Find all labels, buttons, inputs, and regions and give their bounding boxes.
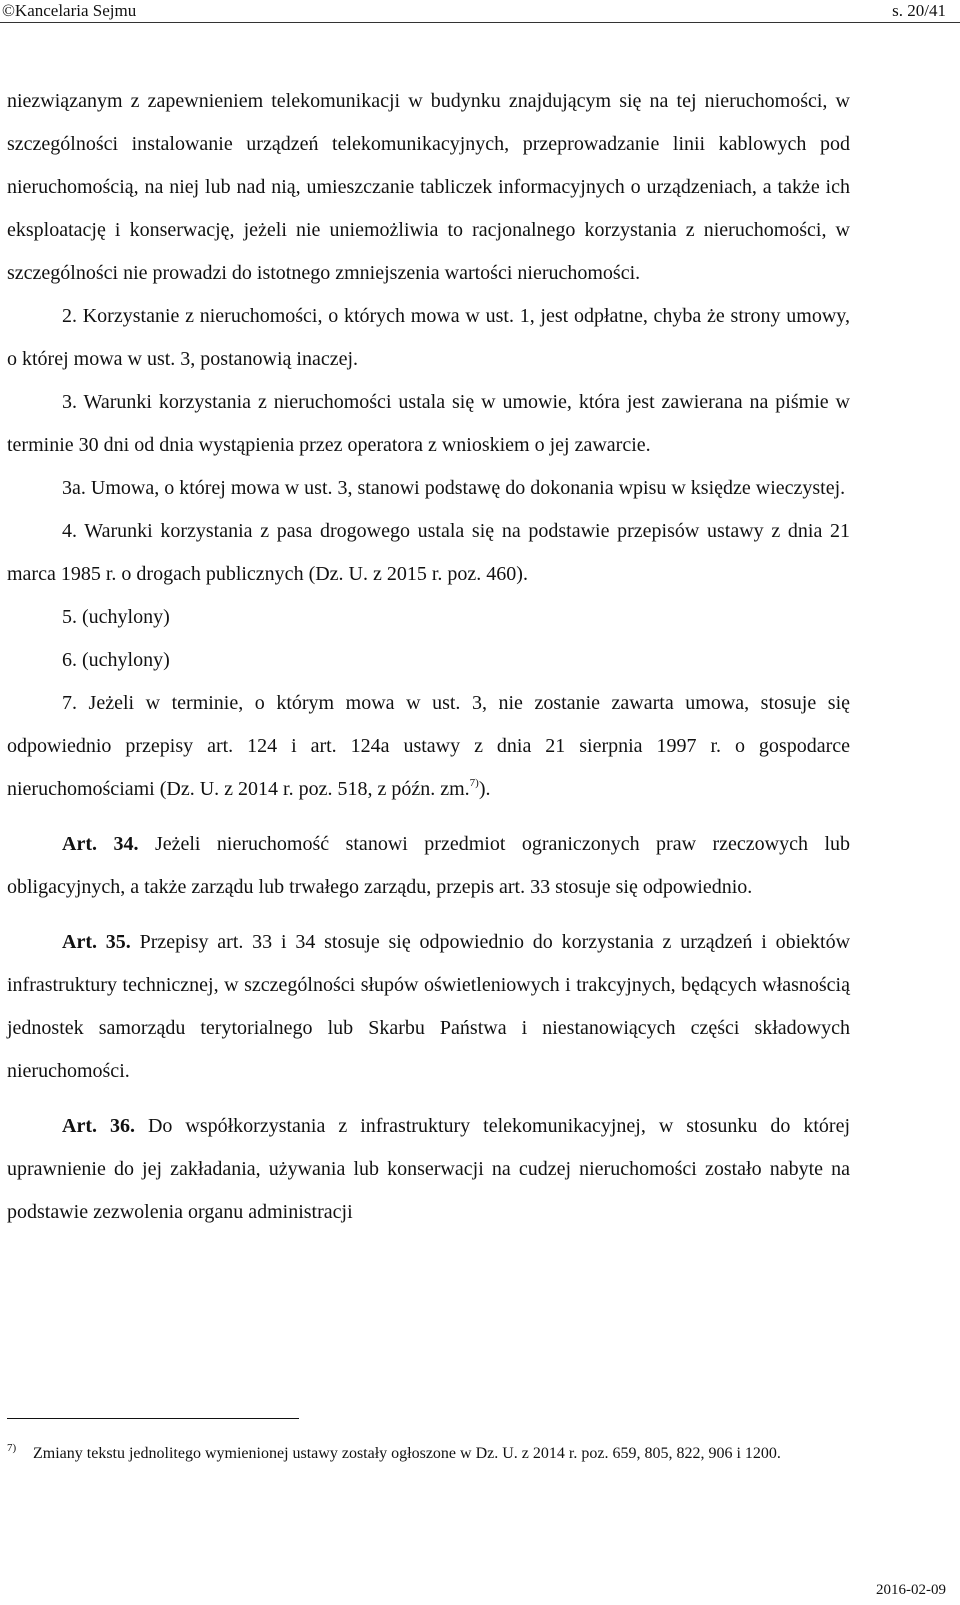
footer-date: 2016-02-09 [876,1582,946,1598]
footnote-mark: 7) [7,1442,17,1454]
paragraph-ust-2: 2. Korzystanie z nieruchomości, o których mowa w ust. 1, jest odpłatne, chyba że strony umowy, o której mowa w ust. 3, postanowią inaczej. [7,305,850,370]
ust-7-text: 7. Jeżeli w terminie, o którym mowa w ust. 3, nie zostanie zawarta umowa, stosuje się odpowiednio przepisy art. 124 i art. 124a ustawy z dnia 21 sierpnia 1997 r. o gospodarce nieruchomościami (Dz. U. z 2014 r. poz. 518, z późn. zm. [7,692,850,800]
paragraph-ust-4: 4. Warunki korzystania z pasa drogowego ustala się na podstawie przepisów ustawy z dnia 21 marca 1985 r. o drogach publicznych (Dz. U. z 2015 r. poz. 460). [7,520,850,585]
footnote-separator [7,1418,299,1419]
page-number: s. 20/41 [892,1,946,20]
page-header [0,0,960,22]
paragraph-ust-6: 6. (uchylony) [62,649,170,671]
document-body [7,80,850,1234]
paragraph-ust-3a: 3a. Umowa, o której mowa w ust. 3, stanowi podstawę do dokonania wpisu w księdze wieczystej. [62,477,846,499]
paragraph-ust-7 [7,682,850,811]
article-34 [7,823,850,909]
article-36 [7,1105,850,1234]
article-35 [7,921,850,1093]
article-36-text: Do współkorzystania z infrastruktury telekomunikacyjnej, w stosunku do której uprawnienie do jej zakładania, używania lub konserwacji na cudzej nieruchomości zostało nabyte na podstawie zezwolenia organu administracji [7,1115,851,1223]
article-35-label: Art. 35. [62,931,131,953]
footnote [7,1442,850,1466]
footnote-text: Zmiany tekstu jednolitego wymienionej ustawy zostały ogłoszone w Dz. U. z 2014 r. poz. 659, 805, 822, 906 i 1200. [33,1445,781,1462]
article-34-label: Art. 34. [62,833,139,855]
header-rule [0,22,960,23]
article-36-label: Art. 36. [62,1115,135,1137]
paragraph-continuation: niezwiązanym z zapewnieniem telekomunikacji w budynku znajdującym się na tej nieruchomości, w szczególności instalowanie urządzeń telekomunikacyjnych, przeprowadzanie linii kablowych pod nieruchomością, na niej lub nad nią, umieszczanie tabliczek informacyjnych o urządzeniach, a także ich eksploatację i konserwację, jeżeli nie uniemożliwia to racjonalnego korzystania z nieruchomości, w szczególności nie prowadzi do istotnego zmniejszenia wartości nieruchomości. [7,90,850,284]
source-label: ©Kancelaria Sejmu [2,1,137,20]
paragraph-ust-5: 5. (uchylony) [62,606,170,628]
article-35-text: Przepisy art. 33 i 34 stosuje się odpowiednio do korzystania z urządzeń i obiektów infrastruktury technicznej, w szczególności słupów oświetleniowych i trakcyjnych, będących własnością jednostek samorządu terytorialnego lub Skarbu Państwa i niestanowiących części składowych nieruchomości. [7,931,851,1082]
paragraph-ust-3: 3. Warunki korzystania z nieruchomości ustala się w umowie, która jest zawierana na piśmie w terminie 30 dni od dnia wystąpienia przez operatora z wnioskiem o jej zawarcie. [7,391,850,456]
footnote-ref[interactable]: 7) [469,777,479,789]
ust-7-end: ). [478,778,491,800]
article-34-text: Jeżeli nieruchomość stanowi przedmiot ograniczonych praw rzeczowych lub obligacyjnych, a także zarządu lub trwałego zarządu, przepis art. 33 stosuje się odpowiednio. [7,833,851,898]
